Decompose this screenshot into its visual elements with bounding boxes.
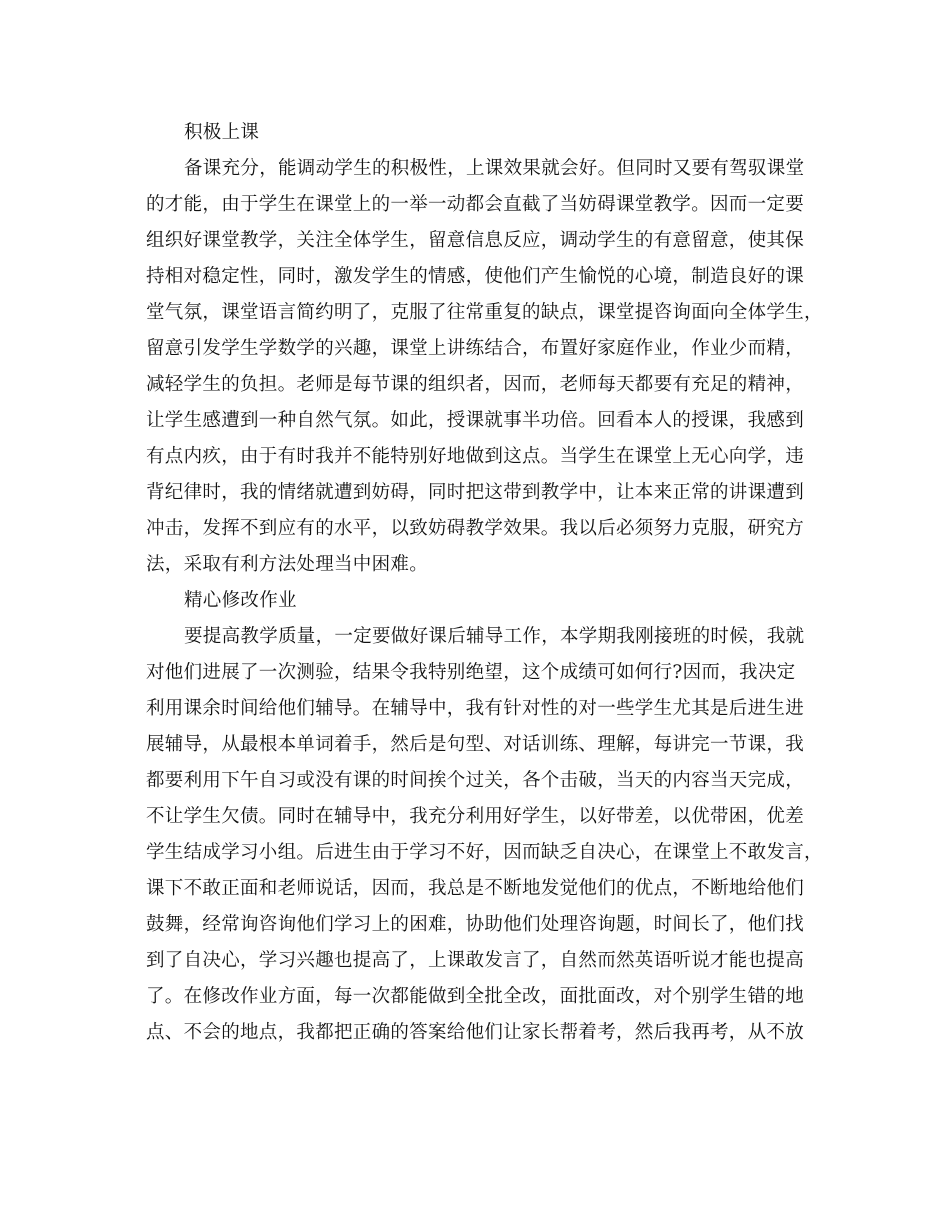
paragraph-line: 组织好课堂教学，关注全体学生，留意信息反应，调动学生的有意留意，使其保 — [146, 230, 805, 251]
paragraph-line: 鼓舞，经常询咨询他们学习上的困难，协助他们处理咨询题，时间长了，他们找 — [146, 914, 805, 935]
paragraph-line: 学生结成学习小组。后进生由于学习不好，因而缺乏自决心，在课堂上不敢发言， — [146, 842, 823, 863]
paragraph-line: 到了自决心，学习兴趣也提高了，上课敢发言了，自然而然英语听说才能也提高 — [146, 950, 805, 971]
paragraph-line: 备课充分，能调动学生的积极性，上课效果就会好。但同时又要有驾驭课堂 — [184, 158, 805, 179]
paragraph-line: 法，采取有利方法处理当中困难。 — [146, 554, 429, 575]
paragraph-line: 都要利用下午自习或没有课的时间挨个过关，各个击破，当天的内容当天完成， — [146, 770, 805, 791]
paragraph-line: 有点内疚，由于有时我并不能特别好地做到这点。当学生在课堂上无心向学，违 — [146, 446, 805, 467]
paragraph-line: 课下不敢正面和老师说话，因而，我总是不断地发觉他们的优点，不断地给他们 — [146, 878, 805, 899]
paragraph-line: 持相对稳定性，同时，激发学生的情感，使他们产生愉悦的心境，制造良好的课 — [146, 266, 805, 287]
paragraph-line: 的才能，由于学生在课堂上的一举一动都会直截了当妨碍课堂教学。因而一定要 — [146, 194, 805, 215]
heading-homework-correction: 精心修改作业 — [184, 590, 297, 611]
paragraph-line: 展辅导，从最根本单词着手，然后是句型、对话训练、理解，每讲完一节课，我 — [146, 734, 805, 755]
paragraph-line: 减轻学生的负担。老师是每节课的组织者，因而，老师每天都要有充足的精神， — [146, 374, 805, 395]
heading-active-class: 积极上课 — [184, 122, 260, 143]
paragraph-line: 对他们进展了一次测验，结果令我特别绝望，这个成绩可如何行?因而，我决定 — [146, 662, 796, 683]
paragraph-line: 利用课余时间给他们辅导。在辅导中，我有针对性的对一些学生尤其是后进生进 — [146, 698, 805, 719]
paragraph-line: 背纪律时，我的情绪就遭到妨碍，同时把这带到教学中，让本来正常的讲课遭到 — [146, 482, 805, 503]
paragraph-line: 堂气氛，课堂语言简约明了，克服了往常重复的缺点，课堂提咨询面向全体学生， — [146, 302, 823, 323]
paragraph-line: 要提高教学质量，一定要做好课后辅导工作，本学期我刚接班的时候，我就 — [184, 626, 805, 647]
paragraph-line: 让学生感遭到一种自然气氛。如此，授课就事半功倍。回看本人的授课，我感到 — [146, 410, 805, 431]
paragraph-line: 了。在修改作业方面，每一次都能做到全批全改，面批面改，对个别学生错的地 — [146, 986, 805, 1007]
paragraph-line: 点、不会的地点，我都把正确的答案给他们让家长帮着考，然后我再考，从不放 — [146, 1022, 805, 1043]
paragraph-line: 冲击，发挥不到应有的水平，以致妨碍教学效果。我以后必须努力克服，研究方 — [146, 518, 805, 539]
paragraph-line: 不让学生欠债。同时在辅导中，我充分利用好学生，以好带差，以优带困，优差 — [146, 806, 805, 827]
paragraph-line: 留意引发学生学数学的兴趣，课堂上讲练结合，布置好家庭作业，作业少而精， — [146, 338, 805, 359]
